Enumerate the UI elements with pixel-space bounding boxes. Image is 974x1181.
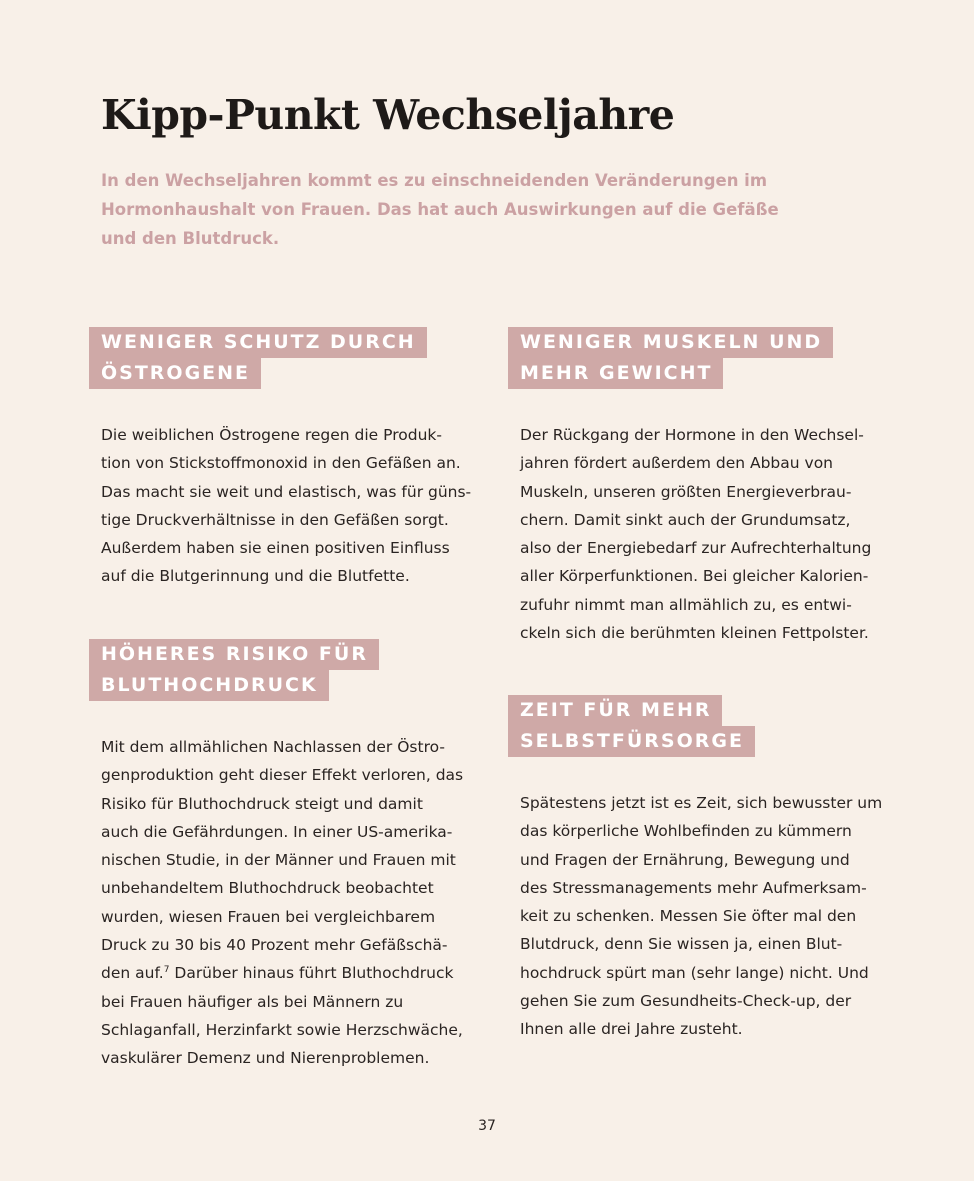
page-title: Kipp-Punkt Wechseljahre [101,91,675,139]
heading-line: SELBSTFÜRSORGE [508,726,755,757]
body-line: das körperliche Wohlbefinden zu kümmern [520,822,852,841]
body-line-part: Darüber hinaus führt Bluthochdruck [169,964,454,983]
body-line: Risiko für Bluthochdruck steigt und damit [101,794,423,813]
intro-line: In den Wechseljahren kommt es zu einschneidenden Veränderungen im [101,171,768,190]
body-line: aller Körperfunktionen. Bei gleicher Kalorien- [520,567,869,586]
body-line: bei Frauen häufiger als bei Männern zu [101,992,404,1011]
intro-text [101,166,801,253]
body-line-part: den auf. [101,964,164,983]
body-line: und Fragen der Ernährung, Bewegung und [520,850,850,869]
body-line: zufuhr nimmt man allmählich zu, es entwi- [520,595,852,614]
heading-line: ZEIT FÜR MEHR [508,695,722,726]
body-line-with-footnote [101,959,463,987]
body-line: wurden, wiesen Frauen bei vergleichbarem [101,907,436,926]
body-line: unbehandeltem Bluthochdruck beobachtet [101,879,434,898]
body-line: auf die Blutgerinnung und die Blutfette. [101,567,410,586]
body-line: auch die Gefährdungen. In einer US-amerika- [101,822,453,841]
heading-selbstfuersorge [508,695,755,757]
body-line: vaskulärer Demenz und Nierenproblemen. [101,1049,430,1068]
heading-line: MEHR GEWICHT [508,358,723,389]
body-line: Ihnen alle drei Jahre zusteht. [520,1020,743,1039]
body-line: tige Druckverhältnisse in den Gefäßen sorgt. [101,510,449,529]
body-line: keit zu schenken. Messen Sie öfter mal den [520,907,857,926]
body-weniger-schutz [101,421,471,591]
intro-line: und den Blutdruck. [101,229,280,248]
heading-line: ÖSTROGENE [89,358,261,389]
body-line: nischen Studie, in der Männer und Frauen mit [101,851,456,870]
body-weniger-muskeln [520,421,871,647]
body-line: jahren fördert außerdem den Abbau von [520,454,833,473]
body-line: genproduktion geht dieser Effekt verloren, das [101,766,464,785]
body-line: des Stressmanagements mehr Aufmerksam- [520,878,867,897]
heading-weniger-muskeln [508,327,833,389]
heading-line: HÖHERES RISIKO FÜR [89,639,379,670]
body-hoeheres-risiko [101,733,463,1073]
intro-line: Hormonhaushalt von Frauen. Das hat auch Auswirkungen auf die Gefäße [101,200,779,219]
body-line: Die weiblichen Östrogene regen die Produk- [101,426,442,444]
body-line: Der Rückgang der Hormone in den Wechsel- [520,426,864,444]
body-line: Muskeln, unseren größten Energieverbrau- [520,482,852,501]
heading-line: WENIGER SCHUTZ DURCH [89,327,427,358]
body-line: ckeln sich die berühmten kleinen Fettpolster. [520,624,869,643]
heading-line: BLUTHOCHDRUCK [89,670,329,701]
heading-hoeheres-risiko [89,639,379,701]
body-line: hochdruck spürt man (sehr lange) nicht. Und [520,963,869,982]
body-line: Blutdruck, denn Sie wissen ja, einen Blut- [520,935,843,954]
body-line: Mit dem allmählichen Nachlassen der Östro- [101,738,445,756]
body-line: Spätestens jetzt ist es Zeit, sich bewusster um [520,794,883,812]
heading-weniger-schutz [89,327,427,389]
body-line: also der Energiebedarf zur Aufrechterhaltung [520,539,872,558]
page-number: 37 [478,1118,496,1134]
body-selbstfuersorge [520,789,882,1044]
footnote-marker: 7 [163,965,170,976]
body-line: Druck zu 30 bis 40 Prozent mehr Gefäßschä- [101,936,448,955]
body-line: Das macht sie weit und elastisch, was für güns- [101,482,472,501]
body-line: Außerdem haben sie einen positiven Einfluss [101,539,450,558]
body-line: gehen Sie zum Gesundheits-Check-up, der [520,992,852,1011]
body-line: Schlaganfall, Herzinfarkt sowie Herzschwäche, [101,1020,463,1039]
body-line: chern. Damit sinkt auch der Grundumsatz, [520,510,851,529]
heading-line: WENIGER MUSKELN UND [508,327,833,358]
body-line: tion von Stickstoffmonoxid in den Gefäßen an. [101,454,461,473]
